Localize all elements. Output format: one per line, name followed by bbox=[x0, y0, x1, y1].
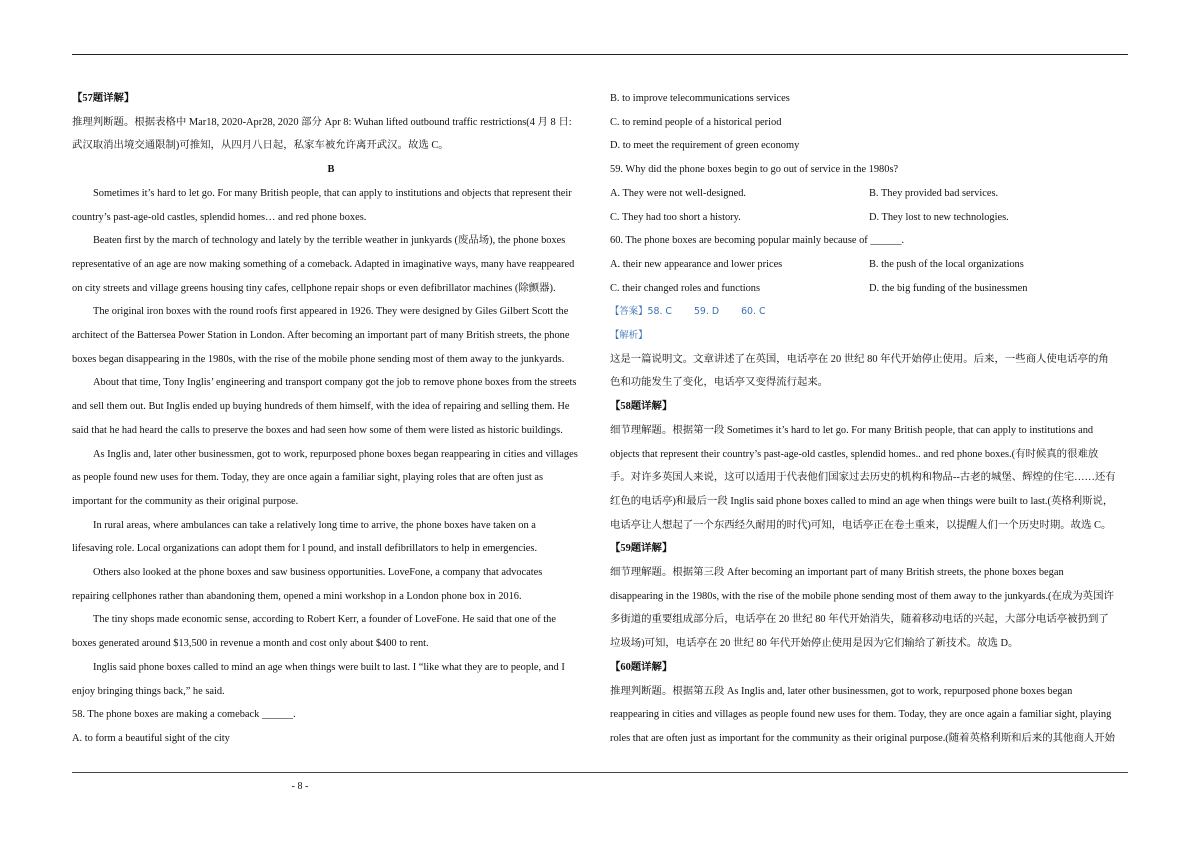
q60-heading: 【60题详解】 bbox=[610, 661, 673, 673]
passage-line: Inglis said phone boxes called to mind an age when things were built to last. I “like what they are to people, and I bbox=[93, 661, 565, 673]
option-60-a: A. their new appearance and lower prices bbox=[610, 258, 783, 270]
passage-line: Beaten first by the march of technology and lately by the terrible weather in junkyards (废品场), the phone boxes bbox=[93, 235, 566, 247]
explanation-line: 手。对许多英国人来说，这可以适用于代表他们国家过去历史的机构和物品--古老的城堡、辉煌的住宅……还有 bbox=[610, 472, 1116, 484]
option-60-b: B. the push of the local organizations bbox=[869, 258, 1024, 270]
explanation-line: 细节理解题。根据第一段 Sometimes it’s hard to let go. For many British people, that can apply to institutions and bbox=[610, 424, 1094, 436]
explanation-line: 推理判断题。根据第五段 As Inglis and, later other businessmen, got to work, repurposed phone boxes began bbox=[610, 685, 1073, 697]
q57-heading: 【57题详解】 bbox=[72, 93, 135, 104]
passage-line: said that he had heard the calls to preserve the boxes and had seen how some of them were listed as historic buildings. bbox=[72, 424, 563, 436]
passage-line: The original iron boxes with the round roofs first appeared in 1926. They were designed by Giles Gilbert Scott the bbox=[93, 306, 569, 318]
explanation-line: objects that represent their country’s past-age-old castles, splendid homes.. and red phone boxes.(有时候真的很难放 bbox=[610, 448, 1099, 460]
question-59: 59. Why did the phone boxes begin to go out of service in the 1980s? bbox=[610, 164, 899, 176]
passage-line: Sometimes it’s hard to let go. For many British people, that can apply to institutions and objects that represent their bbox=[93, 187, 572, 199]
answer-58: 58. C bbox=[647, 306, 672, 318]
passage-line: boxes generated around $13,500 in revenue a month and cost only about $400 to rent. bbox=[72, 638, 429, 650]
answer-59: 59. D bbox=[693, 306, 720, 318]
analysis-label: 【解析】 bbox=[610, 330, 648, 342]
option-59-c: C. They had too short a history. bbox=[610, 211, 741, 223]
answer-60: 60. C bbox=[741, 306, 766, 318]
passage-line: Others also looked at the phone boxes and saw business opportunities. LoveFone, a company that advocates bbox=[93, 567, 543, 579]
analysis-line: 这是一篇说明文。文章讲述了在英国，电话亭在 20 世纪 80 年代开始停止使用。后来，一些商人使电话亭的角 bbox=[610, 353, 1109, 365]
explanation-line: 细节理解题。根据第三段 After becoming an important part of many British streets, the phone boxes began bbox=[610, 567, 1064, 579]
passage-line: As Inglis and, later other businessmen, got to work, repurposed phone boxes began reappearing in cities and villages bbox=[93, 448, 578, 460]
option-58-d: D. to meet the requirement of green economy bbox=[610, 140, 800, 152]
passage-line: In rural areas, where ambulances can take a relatively long time to arrive, the phone boxes have taken on a bbox=[93, 519, 536, 531]
option-59-d: D. They lost to new technologies. bbox=[869, 211, 1009, 223]
analysis-line: 色和功能发生了变化，电话亭又变得流行起来。 bbox=[610, 377, 829, 389]
explanation-line: 垃圾场)可知，电话亭在 20 世纪 80 年代开始停止使用是因为它们输给了新技术。故选 D。 bbox=[610, 638, 1019, 650]
passage-line: representative of an age are now making something of a comeback. Adapted in imaginative ways, many have reappeared bbox=[72, 258, 575, 270]
option-60-c: C. their changed roles and functions bbox=[610, 282, 761, 294]
q59-heading: 【59题详解】 bbox=[610, 543, 673, 555]
passage-line: and sell them out. But Inglis ended up buying hundreds of them himself, with the idea of repairing and selling them. He bbox=[72, 401, 570, 413]
option-58-b: B. to improve telecommunications services bbox=[610, 93, 790, 104]
text-line: 推理判断题。根据表格中 Mar18, 2020-Apr28, 2020 部分 Apr 8: Wuhan lifted outbound traffic restrictions(4 月 8 日: bbox=[72, 116, 572, 128]
page-number: - 8 - bbox=[291, 781, 309, 792]
options-60-row bbox=[610, 277, 1128, 301]
passage-line: on city streets and village greens housing tiny cafes, cellphone repair shops or even defibrillator machines (除颤器). bbox=[72, 282, 556, 294]
options-59-row bbox=[610, 182, 1128, 206]
q58-heading: 【58题详解】 bbox=[610, 401, 673, 413]
explanation-line: 电话亭让人想起了一个东西经久耐用的时代)可知，电话亭正在卷土重来，以提醒人们一个历史时期。故选 C。 bbox=[610, 519, 1112, 531]
option-59-a: A. They were not well-designed. bbox=[610, 187, 747, 199]
footer-rule bbox=[72, 772, 1128, 773]
header-rule bbox=[72, 54, 1128, 55]
passage-line: architect of the Battersea Power Station in London. After becoming an important part of many British streets, the phone bbox=[72, 330, 570, 342]
passage-line: important for the community as their original purpose. bbox=[72, 495, 299, 507]
passage-line: country’s past-age-old castles, splendid homes… and red phone boxes. bbox=[72, 211, 367, 223]
passage-line: enjoy bringing things back,” he said. bbox=[72, 685, 225, 697]
text-line: 武汉取消出境交通限制)可推知，从四月八日起，私家车被允许离开武汉。故选 C。 bbox=[72, 140, 449, 152]
left-column bbox=[72, 87, 590, 751]
answer-line bbox=[610, 300, 1128, 324]
section-title: B bbox=[327, 164, 335, 176]
right-column bbox=[610, 87, 1128, 751]
passage-line: as people found new uses for them. Today, they are once again a familiar sight, playing roles that are often just as bbox=[72, 472, 544, 484]
options-60-row bbox=[610, 253, 1128, 277]
explanation-line: disappearing in the 1980s, with the rise of the mobile phone sending most of them away to the junkyards.(在成为英国许 bbox=[610, 590, 1114, 602]
explanation-line: roles that are often just as important for the community as their original purpose.(随着英格利斯和后来的其他商人开始 bbox=[610, 732, 1116, 744]
passage-line: The tiny shops made economic sense, according to Robert Kerr, a founder of LoveFone. He said that one of the bbox=[93, 614, 556, 626]
passage-line: boxes began disappearing in the 1980s, with the rise of the mobile phone sending most of them away to the junkyards. bbox=[72, 353, 565, 365]
passage-line: repairing cellphones rather than abandoning them, opened a mini workshop in a London phone box in 2016. bbox=[72, 590, 522, 602]
option-58-a: A. to form a beautiful sight of the city bbox=[72, 732, 230, 744]
option-60-d: D. the big funding of the businessmen bbox=[869, 282, 1028, 294]
explanation-line: 红色的电话亭)和最后一段 Inglis said phone boxes called to mind an age when things were built to last.(英格利斯说， bbox=[610, 495, 1114, 507]
passage-line: lifesaving role. Local organizations can adopt them for l pound, and install defibrillators to help in emergencies. bbox=[72, 543, 538, 555]
passage-line: About that time, Tony Inglis’ engineering and transport company got the job to remove phone boxes from the streets bbox=[93, 377, 577, 389]
question-58: 58. The phone boxes are making a comeback ______. bbox=[72, 709, 296, 721]
answer-label: 【答案】 bbox=[610, 306, 648, 318]
question-60: 60. The phone boxes are becoming popular mainly because of ______. bbox=[610, 235, 905, 247]
option-58-c: C. to remind people of a historical period bbox=[610, 116, 782, 128]
option-59-b: B. They provided bad services. bbox=[869, 187, 999, 199]
explanation-line: 多街道的重要组成部分后，电话亭在 20 世纪 80 年代开始消失，随着移动电话的兴起，大部分电话亭被扔到了 bbox=[610, 614, 1109, 626]
explanation-line: reappearing in cities and villages as people found new uses for them. Today, they are once again a familiar sight, playing bbox=[610, 709, 1112, 721]
options-59-row bbox=[610, 206, 1128, 230]
